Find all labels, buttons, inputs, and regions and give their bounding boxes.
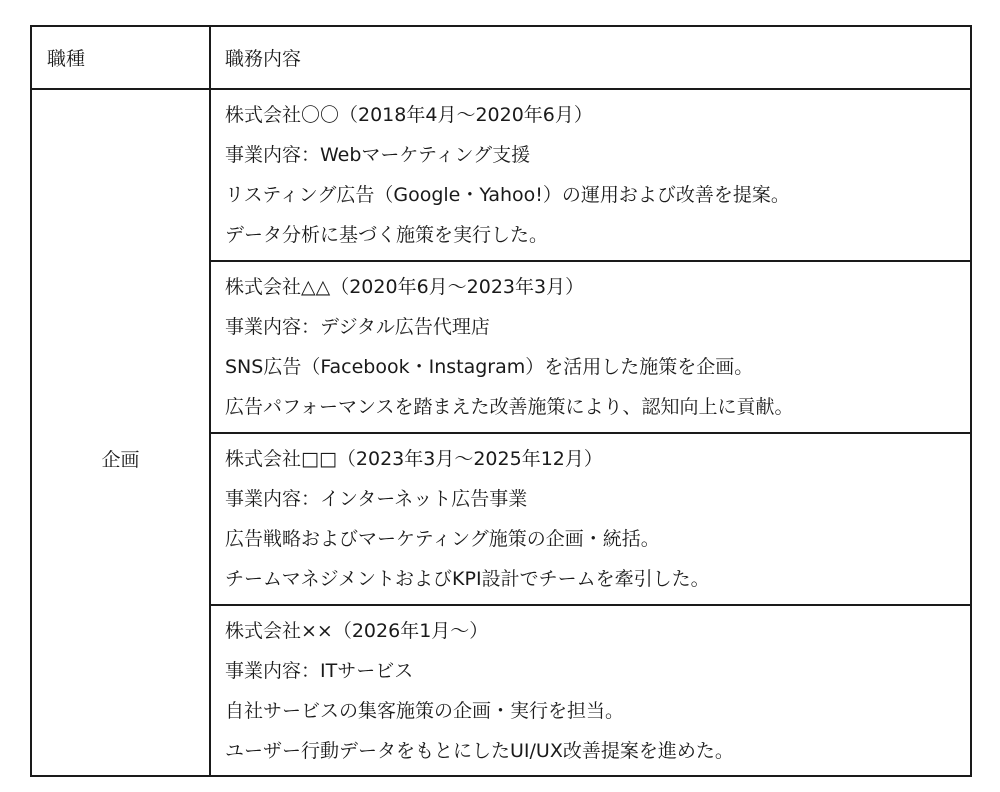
company-name: 株式会社××（2026年1月～） (225, 620, 489, 642)
career-history-table (30, 25, 972, 777)
company-name: 株式会社□□（2023年3月～2025年12月） (225, 448, 603, 470)
job-entry-4 (210, 605, 971, 776)
duty-detail: データ分析に基づく施策を実行した。 (225, 224, 549, 246)
duty-detail: チームマネジメントおよびKPI設計でチームを牽引した。 (225, 568, 710, 590)
header-duties: 職務内容 (210, 26, 971, 89)
job-entry-1 (210, 89, 971, 261)
job-entry-3 (210, 433, 971, 605)
business-content: 事業内容：デジタル広告代理店 (225, 316, 490, 338)
table-row (31, 89, 971, 261)
table-header-row (31, 26, 971, 89)
role-cell (31, 89, 210, 776)
duty-detail: ユーザー行動データをもとにしたUI/UX改善提案を進めた。 (225, 740, 734, 762)
business-content: 事業内容：インターネット広告事業 (225, 488, 528, 510)
business-content: 事業内容：Webマーケティング支援 (225, 144, 531, 166)
duty-detail: 自社サービスの集客施策の企画・実行を担当。 (225, 700, 625, 722)
business-content: 事業内容：ITサービス (225, 660, 414, 682)
duty-detail: 広告戦略およびマーケティング施策の企画・統括。 (225, 528, 660, 550)
duty-detail: 広告パフォーマンスを踏まえた改善施策により、認知向上に貢献。 (225, 396, 794, 418)
role-label: 企画 (101, 449, 140, 471)
duty-detail: SNS広告（Facebook・Instagram）を活用した施策を企画。 (225, 356, 754, 378)
header-role: 職種 (31, 26, 210, 89)
duty-detail: リスティング広告（Google・Yahoo!）の運用および改善を提案。 (225, 184, 790, 206)
job-entry-2 (210, 261, 971, 433)
company-name: 株式会社△△（2020年6月～2023年3月） (225, 276, 585, 298)
company-name: 株式会社〇〇（2018年4月～2020年6月） (225, 104, 593, 126)
